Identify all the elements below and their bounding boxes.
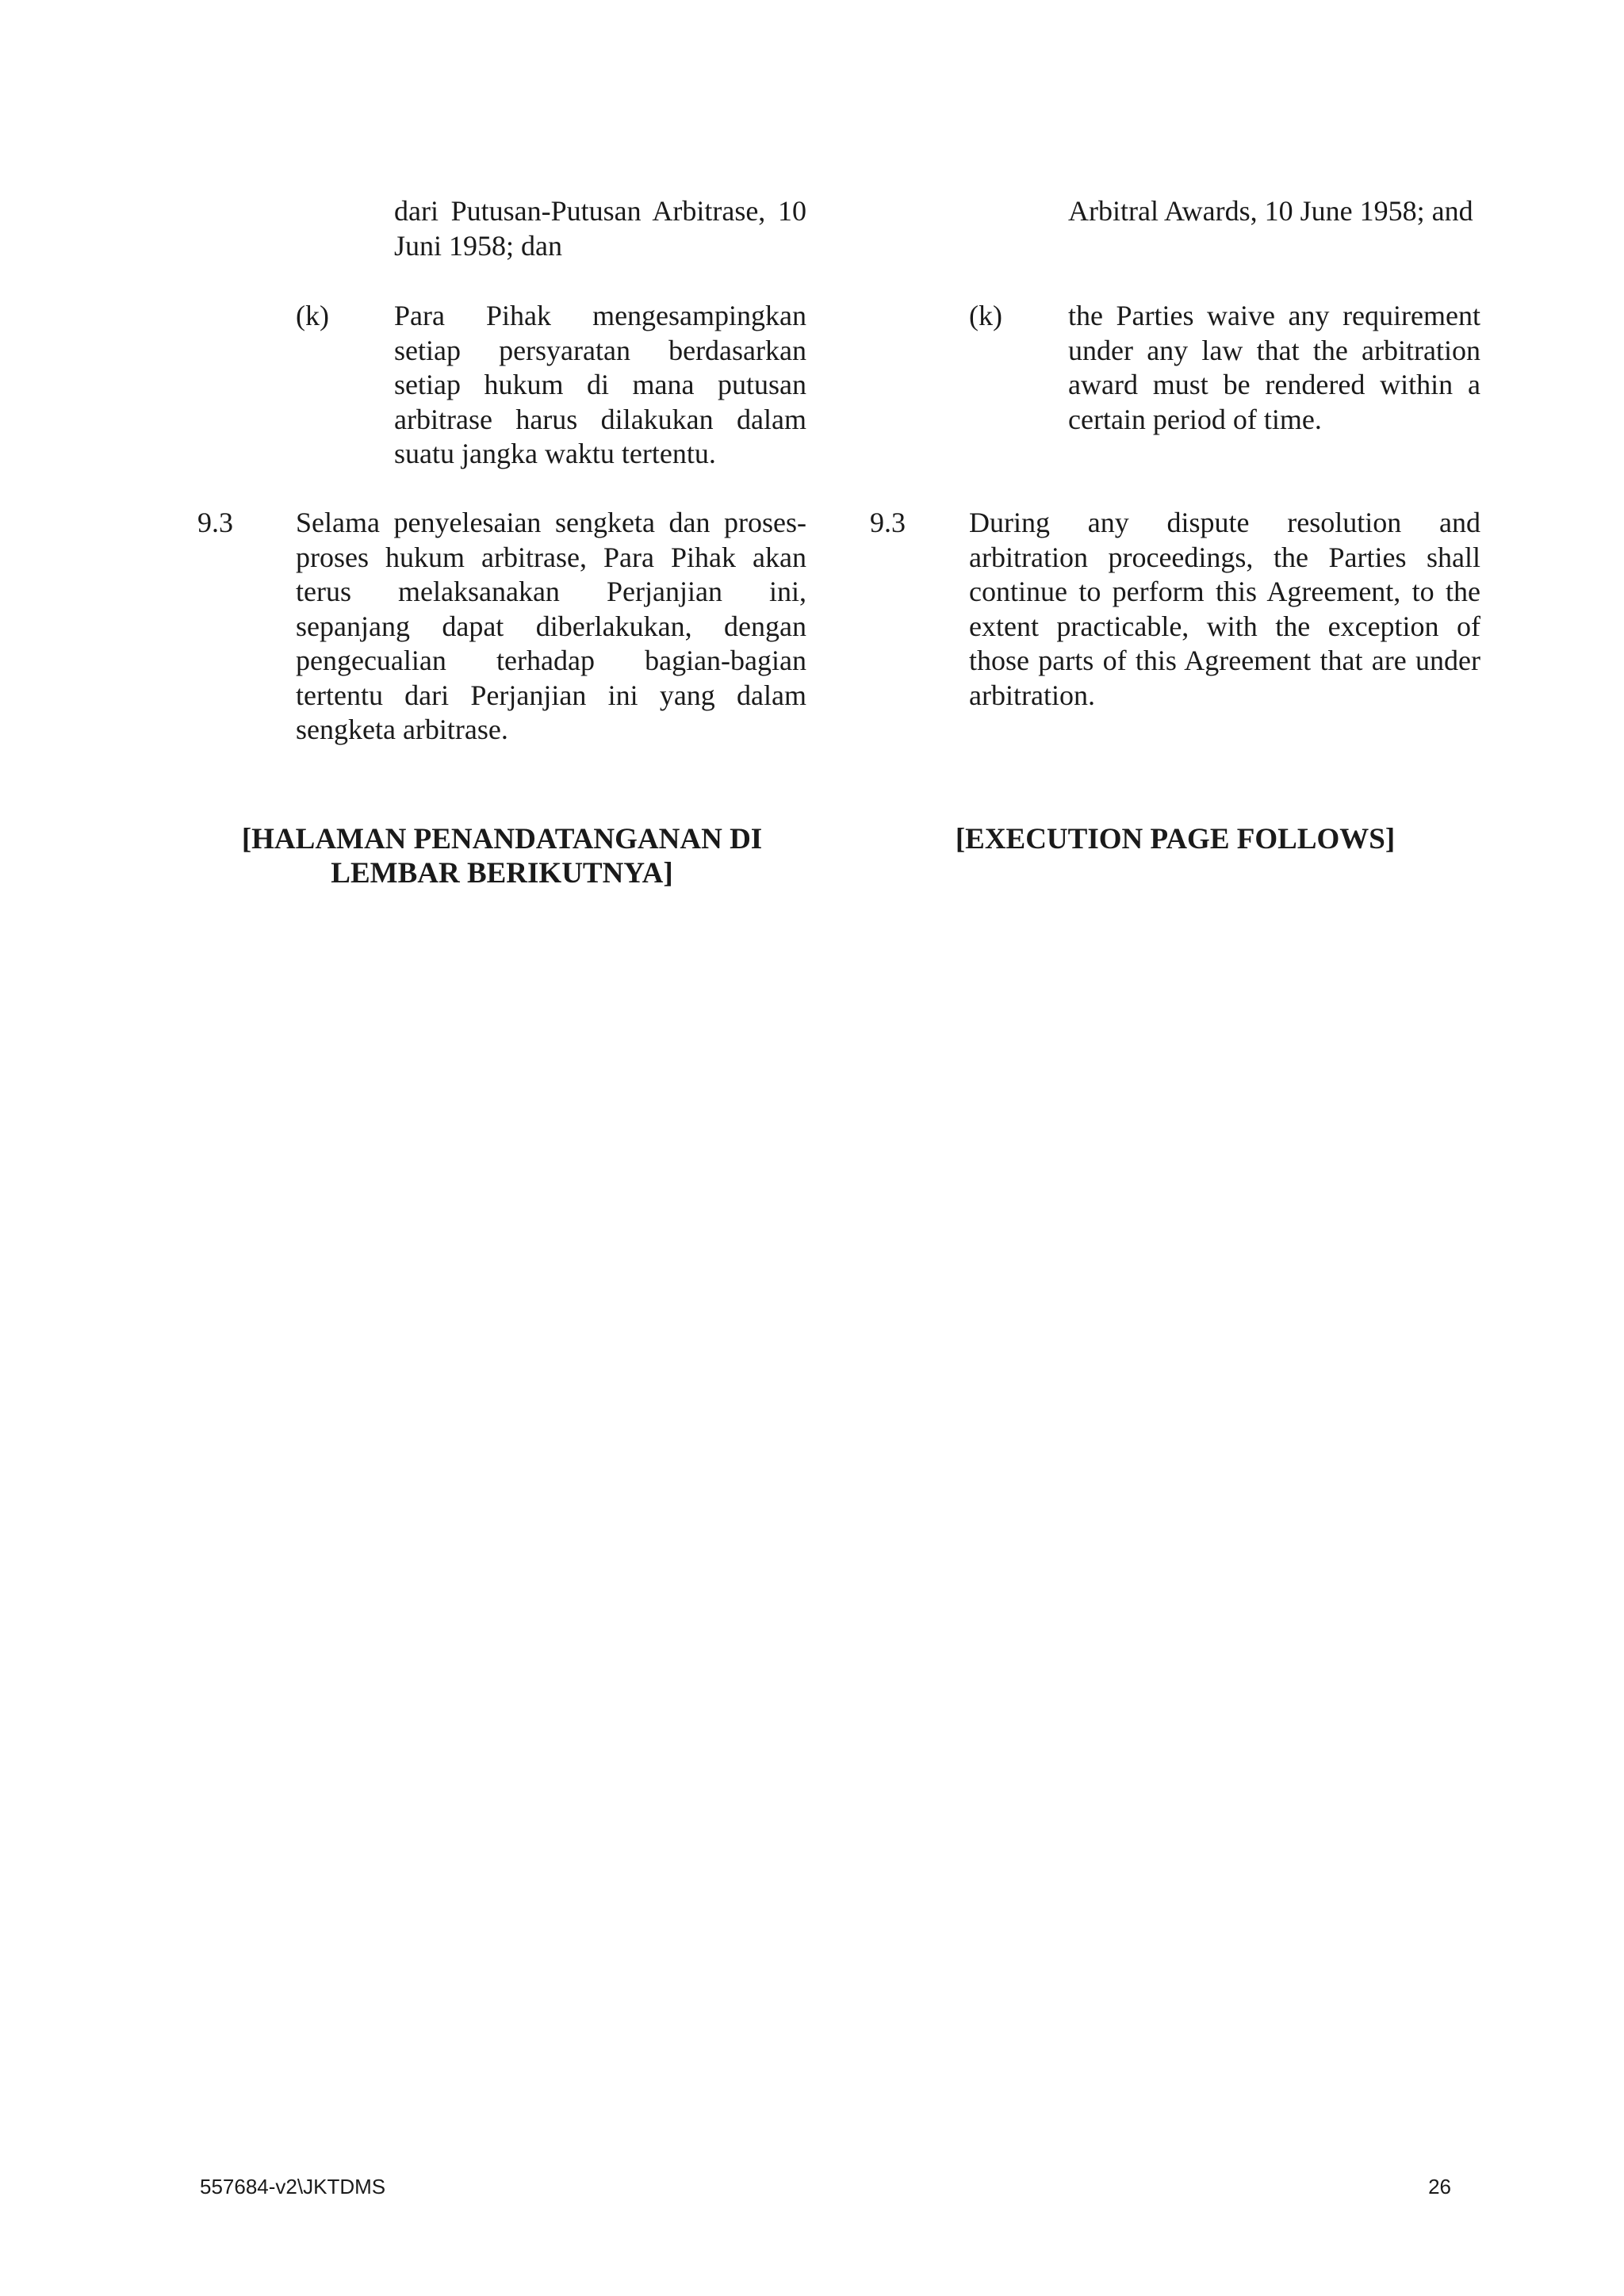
left-execution-heading <box>197 822 806 890</box>
left-item-k-text: Para Pihak mengesampingkan setiap persyaratan berdasarkan setiap hukum di mana putusan arbitrase harus dilakukan dalam suatu jangka waktu tertentu. <box>394 300 806 469</box>
left-heading-line2: LEMBAR BERIKUTNYA] <box>331 857 673 890</box>
right-item-k-text: the Parties waive any requirement under any law that the arbitration award must be rendered within a certain period of time. <box>1068 300 1480 435</box>
left-item-j-continuation: dari Putusan-Putusan Arbitrase, 10 Juni 1958; dan <box>394 195 806 262</box>
left-clause-text: Selama penyelesaian sengketa dan proses-proses hukum arbitrase, Para Pihak akan terus melaksanakan Perjanjian ini, sepanjang dapat diberlakukan, dengan pengecualian terhadap bagian-bagian tertentu dari Perjanjian ini yang dalam sengketa arbitrase. <box>296 507 806 745</box>
left-item-k-label: (k) <box>296 300 329 331</box>
left-heading-line1: [HALAMAN PENANDATANGANAN DI <box>241 823 763 855</box>
footer-doc-ref: 557684-v2\JKTDMS <box>200 2175 386 2198</box>
right-clause-text: During any dispute resolution and arbitration proceedings, the Parties shall continue to perform this Agreement, to the extent practicable, with the exception of those parts of this Agreement that are under arbitration. <box>969 507 1480 711</box>
footer-page-number: 26 <box>1428 2175 1451 2198</box>
right-item-j-continuation: Arbitral Awards, 10 June 1958; and <box>1068 195 1473 227</box>
right-execution-heading: [EXECUTION PAGE FOLLOWS] <box>955 823 1396 855</box>
right-item-k-label: (k) <box>969 300 1002 331</box>
left-clause-number: 9.3 <box>197 507 233 538</box>
right-clause-number: 9.3 <box>870 507 906 538</box>
